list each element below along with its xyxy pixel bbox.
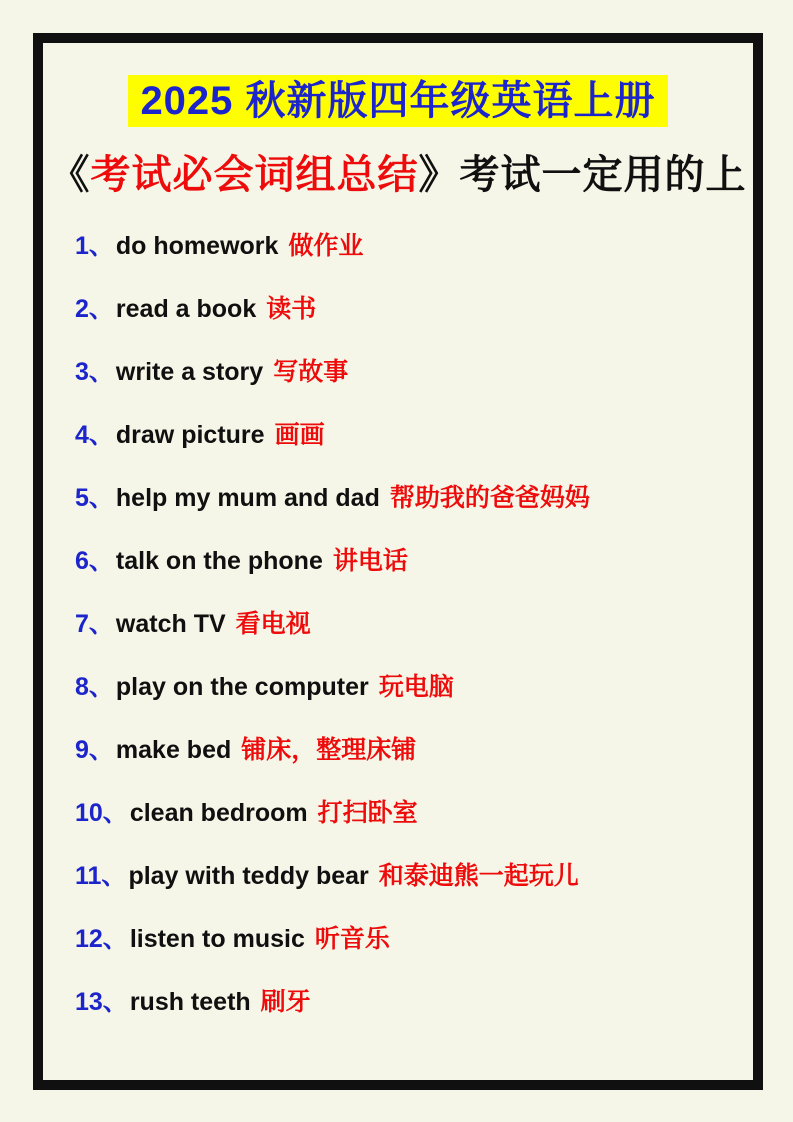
phrase-number: 13、 [75, 988, 128, 1016]
phrase-english: write a story [115, 358, 264, 386]
subtitle-highlight-text: 考试必会词组总结 [90, 153, 419, 197]
phrase-number: 10、 [75, 799, 128, 827]
phrase-english: talk on the phone [115, 547, 323, 575]
phrase-english: listen to music [129, 925, 305, 953]
phrase-number: 2、 [75, 295, 114, 323]
phrase-chinese: 做作业 [288, 232, 364, 260]
phrase-english: help my mum and dad [115, 484, 380, 512]
phrase-english: watch TV [115, 610, 226, 638]
subtitle-bracket-open: 《 [49, 153, 91, 197]
phrase-chinese: 写故事 [273, 358, 349, 386]
phrase-chinese: 听音乐 [314, 925, 390, 953]
page-title: 2025 秋新版四年级英语上册 [128, 75, 667, 127]
phrase-english: play with teddy bear [128, 862, 369, 890]
phrase-row [75, 674, 753, 700]
page-subtitle [43, 151, 753, 199]
phrase-english: draw picture [115, 421, 265, 449]
phrase-chinese: 帮助我的爸爸妈妈 [389, 484, 590, 512]
page-border-frame [33, 33, 763, 1090]
phrase-chinese: 画画 [274, 421, 325, 449]
phrase-number: 6、 [75, 547, 114, 575]
phrase-chinese: 读书 [266, 295, 317, 323]
phrase-english: read a book [115, 295, 257, 323]
phrase-row [75, 611, 753, 637]
phrase-row [75, 422, 753, 448]
phrase-english: clean bedroom [129, 799, 308, 827]
phrase-row [75, 863, 753, 889]
phrase-row [75, 800, 753, 826]
phrase-number: 7、 [75, 610, 114, 638]
phrase-number: 5、 [75, 484, 114, 512]
phrase-chinese: 刷牙 [260, 988, 311, 1016]
phrase-english: do homework [115, 232, 279, 260]
phrase-number: 4、 [75, 421, 114, 449]
phrase-chinese: 和泰迪熊一起玩儿 [378, 862, 579, 890]
phrase-english: play on the computer [115, 673, 369, 701]
phrase-row [75, 359, 753, 385]
phrase-chinese: 打扫卧室 [317, 799, 418, 827]
phrase-row [75, 548, 753, 574]
phrase-english: rush teeth [129, 988, 251, 1016]
phrase-list [43, 233, 753, 1015]
phrase-number: 1、 [75, 232, 114, 260]
phrase-row [75, 737, 753, 763]
phrase-chinese: 玩电脑 [378, 673, 454, 701]
subtitle-bracket-close: 》 [418, 153, 460, 197]
phrase-row [75, 233, 753, 259]
phrase-number: 12、 [75, 925, 128, 953]
phrase-english: make bed [115, 736, 232, 764]
subtitle-tail-text: 考试一定用的上 [459, 153, 747, 197]
phrase-number: 11、 [75, 862, 127, 890]
phrase-row [75, 926, 753, 952]
phrase-chinese: 铺床，整理床铺 [241, 736, 417, 764]
phrase-number: 8、 [75, 673, 114, 701]
phrase-chinese: 看电视 [235, 610, 311, 638]
phrase-number: 9、 [75, 736, 114, 764]
phrase-row [75, 485, 753, 511]
title-line [43, 75, 753, 127]
phrase-row [75, 989, 753, 1015]
phrase-row [75, 296, 753, 322]
phrase-number: 3、 [75, 358, 114, 386]
phrase-chinese: 讲电话 [332, 547, 408, 575]
